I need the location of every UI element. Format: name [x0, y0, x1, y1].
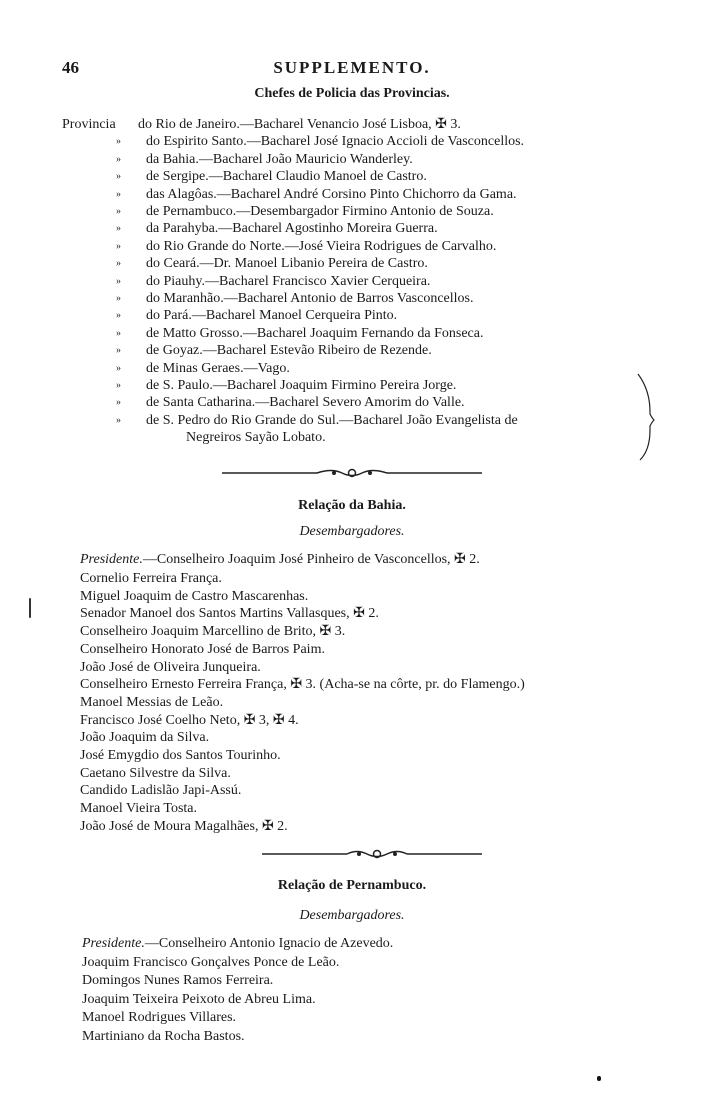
chefe-entry: de Sergipe.—Bacharel Claudio Manoel de Castro. [146, 169, 427, 185]
ink-mark [597, 1076, 601, 1081]
chefe-entry: de S. Paulo.—Bacharel Joaquim Firmino Pereira Jorge. [146, 378, 457, 393]
desembargador-entry: Senador Manoel dos Santos Martins Vallasques, ✠ 2. [80, 606, 379, 622]
ditto-mark: » [116, 310, 121, 322]
ditto-mark: » [116, 136, 121, 148]
chefe-entry: do Piauhy.—Bacharel Francisco Xavier Cerqueira. [146, 273, 431, 289]
ornamental-rule [222, 467, 482, 479]
chefe-entry: de Minas Geraes.—Vago. [146, 360, 290, 376]
ditto-mark: » [116, 362, 121, 374]
desembargador-entry: Conselheiro Joaquim Marcellino de Brito, ✠ 3. [80, 624, 346, 640]
desembargador-entry: Martiniano da Rocha Bastos. [82, 1028, 245, 1044]
president-text: —Conselheiro Antonio Ignacio de Azevedo. [144, 936, 394, 951]
desembargador-entry: Candido Ladislão Japi-Assú. [80, 783, 242, 799]
chefe-entry: da Bahia.—Bacharel João Mauricio Wanderley. [146, 151, 413, 167]
desembargador-entry: Manoel Rodrigues Villares. [82, 1010, 237, 1026]
ditto-mark: » [116, 414, 121, 426]
desembargador-entry: Manoel Vieira Tosta. [80, 801, 198, 817]
pernambuco-president-line [82, 935, 393, 952]
chefe-entry: de S. Pedro do Rio Grande do Sul.—Bacharel João Evangelista de [146, 412, 518, 428]
running-title: SUPPLEMENTO. [273, 58, 431, 77]
chefe-entry: do Rio de Janeiro.—Bacharel Venancio José Lisboa, ✠ 3. [138, 117, 461, 132]
section-subtitle-pernambuco: Desembargadores. [299, 908, 405, 923]
section-title-bahia: Relação da Bahia. [298, 498, 406, 513]
ditto-mark: » [116, 223, 121, 235]
ditto-mark: » [116, 240, 121, 252]
chefe-entry: do Rio Grande do Norte.—José Vieira Rodrigues de Carvalho. [146, 238, 497, 254]
ditto-mark: » [116, 275, 121, 287]
desembargador-entry: Conselheiro Honorato José de Barros Paim. [80, 641, 325, 657]
desembargador-entry: Joaquim Francisco Gonçalves Ponce de Leão. [82, 955, 340, 970]
ornamental-rule [222, 848, 482, 860]
section-title-chefes: Chefes de Policia das Provincias. [254, 86, 450, 101]
ditto-mark: » [116, 380, 121, 391]
brace-mark [636, 372, 656, 462]
section-subtitle-bahia: Desembargadores. [299, 524, 405, 539]
desembargador-entry: Caetano Silvestre da Silva. [80, 765, 231, 781]
ditto-mark: » [116, 397, 121, 409]
chefe-entry: do Ceará.—Dr. Manoel Libanio Pereira de Castro. [146, 256, 428, 272]
province-label: Provincia [62, 117, 116, 132]
chefe-entry-continuation: Negreiros Sayão Lobato. [186, 430, 326, 446]
desembargador-entry: Francisco José Coelho Neto, ✠ 3, ✠ 4. [80, 712, 299, 728]
page-number: 46 [62, 58, 79, 77]
ditto-mark: » [116, 206, 121, 217]
chefe-entry: das Alagôas.—Bacharel André Corsino Pinto Chichorro da Gama. [146, 186, 517, 202]
ink-mark [29, 598, 31, 618]
president-label: Presidente. [80, 552, 143, 567]
ditto-mark: » [116, 153, 121, 165]
ditto-mark: » [116, 345, 121, 357]
desembargador-entry: João José de Moura Magalhães, ✠ 2. [80, 818, 288, 834]
desembargador-entry: João José de Oliveira Junqueira. [80, 659, 261, 675]
chefe-entry: da Parahyba.—Bacharel Agostinho Moreira Guerra. [146, 221, 438, 237]
ditto-mark: » [116, 188, 121, 200]
section-title-pernambuco: Relação de Pernambuco. [277, 878, 427, 893]
chefe-entry: do Espirito Santo.—Bacharel José Ignacio Accioli de Vasconcellos. [146, 134, 525, 150]
desembargador-entry: João Joaquim da Silva. [80, 730, 210, 746]
desembargador-entry: Conselheiro Ernesto Ferreira França, ✠ 3. (Acha-se na côrte, pr. do Flamengo.) [80, 677, 525, 693]
desembargador-entry: Domingos Nunes Ramos Ferreira. [82, 973, 274, 989]
president-label: Presidente. [82, 936, 145, 951]
desembargador-entry: Cornelio Ferreira França. [80, 571, 222, 586]
chefe-entry: de Goyaz.—Bacharel Estevão Ribeiro de Rezende. [146, 343, 432, 359]
chefe-entry: de Santa Catharina.—Bacharel Severo Amorim do Valle. [146, 395, 465, 411]
desembargador-entry: Miguel Joaquim de Castro Mascarenhas. [80, 588, 309, 604]
president-text: —Conselheiro Joaquim José Pinheiro de Vasconcellos, ✠ 2. [142, 552, 480, 567]
chefe-entry: do Maranhão.—Bacharel Antonio de Barros Vasconcellos. [146, 291, 474, 306]
ditto-mark: » [116, 258, 121, 270]
desembargador-entry: Manoel Messias de Leão. [80, 694, 224, 710]
ditto-mark: » [116, 327, 121, 339]
bahia-president-line [80, 551, 480, 568]
chefe-entry: de Matto Grosso.—Bacharel Joaquim Fernando da Fonseca. [146, 325, 484, 341]
ditto-mark: » [116, 171, 121, 183]
chefe-entry: do Pará.—Bacharel Manoel Cerqueira Pinto. [146, 308, 398, 324]
desembargador-entry: José Emygdio dos Santos Tourinho. [80, 748, 281, 763]
chefe-entry: de Pernambuco.—Desembargador Firmino Antonio de Souza. [146, 204, 494, 219]
desembargador-entry: Joaquim Teixeira Peixoto de Abreu Lima. [82, 991, 316, 1007]
ditto-mark: » [116, 293, 121, 304]
